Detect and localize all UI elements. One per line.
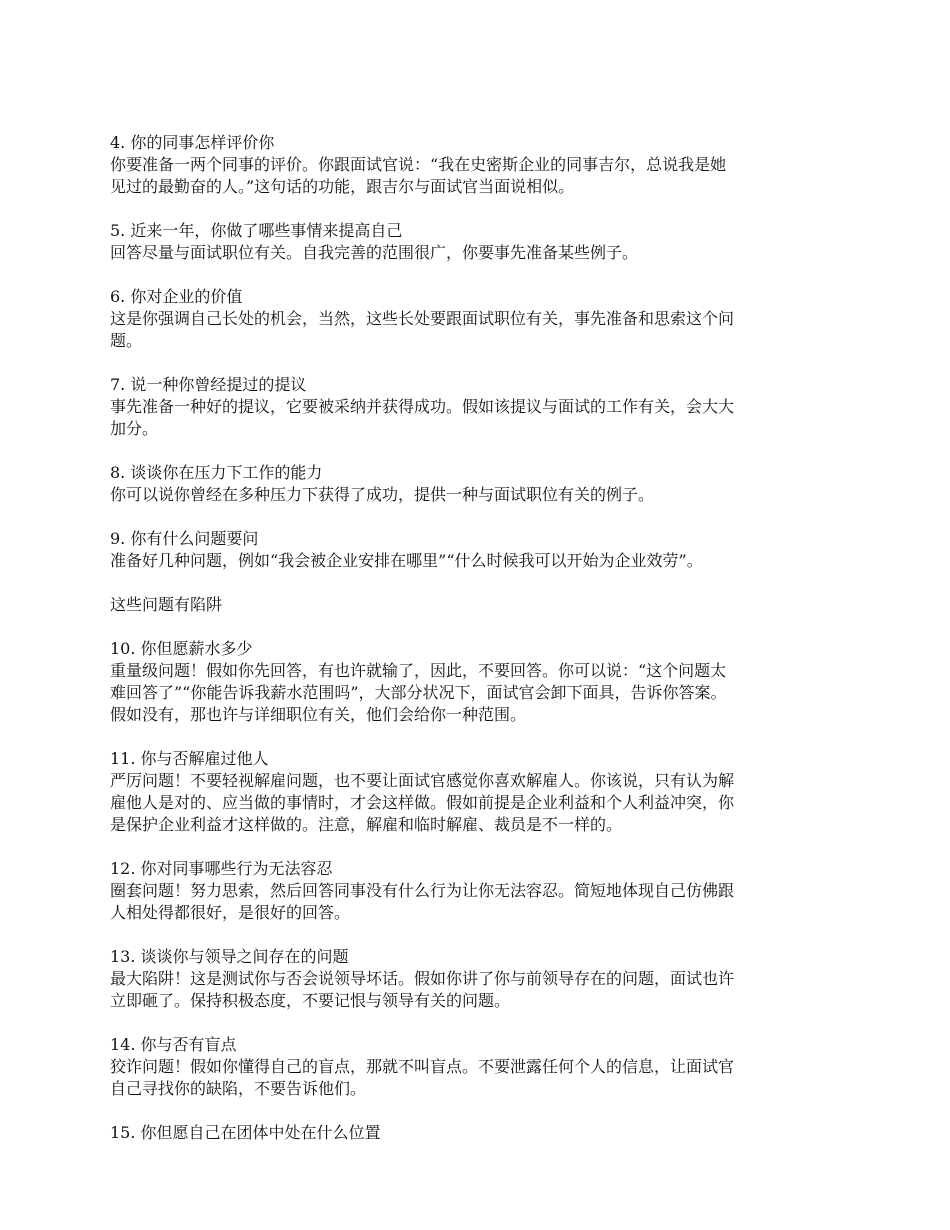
question-title: 7. 说一种你曾经提过的提议 <box>110 375 307 394</box>
trap-questions-heading: 这些问题有陷阱 <box>110 595 223 614</box>
answer-line: 狡诈问题！假如你懂得自己的盲点，那就不叫盲点。不要泄露任何个人的信息，让面试官 <box>110 1057 735 1076</box>
question-title: 14. 你与否有盲点 <box>110 1035 237 1054</box>
answer-line: 自己寻找你的缺陷，不要告诉他们。 <box>110 1079 367 1098</box>
question-section-7 <box>110 374 855 440</box>
question-title: 11. 你与否解雇过他人 <box>110 749 269 768</box>
answer-line: 这是你强调自己长处的机会，当然，这些长处要跟面试职位有关，事先准备和思索这个问 <box>110 309 735 328</box>
answer-line: 你要准备一两个同事的评价。你跟面试官说：“我在史密斯企业的同事吉尔，总说我是她 <box>110 155 727 174</box>
question-title: 5. 近来一年，你做了哪些事情来提高自己 <box>110 221 403 240</box>
answer-line: 人相处得都很好，是很好的回答。 <box>110 903 351 922</box>
question-title: 12. 你对同事哪些行为无法容忍 <box>110 859 333 878</box>
answer-line: 是保护企业利益才这样做的。注意，解雇和临时解雇、裁员是不一样的。 <box>110 815 623 834</box>
answer-line: 圈套问题！努力思索，然后回答同事没有什么行为让你无法容忍。简短地体现自己仿佛跟 <box>110 881 735 900</box>
answer-line: 假如没有，那也许与详细职位有关，他们会给你一种范围。 <box>110 705 527 724</box>
question-title: 13. 谈谈你与领导之间存在的问题 <box>110 947 349 966</box>
question-title: 10. 你但愿薪水多少 <box>110 639 253 658</box>
question-title: 8. 谈谈你在压力下工作的能力 <box>110 463 323 482</box>
question-section-9 <box>110 528 855 572</box>
question-section-11 <box>110 748 855 836</box>
question-section-4 <box>110 132 855 198</box>
answer-line: 事先准备一种好的提议，它要被采纳并获得成功。假如该提议与面试的工作有关，会大大 <box>110 397 735 416</box>
answer-line: 雇他人是对的、应当做的事情时，才会这样做。假如前提是企业利益和个人利益冲突，你 <box>110 793 735 812</box>
question-section-6 <box>110 286 855 352</box>
answer-line: 最大陷阱！这是测试你与否会说领导坏话。假如你讲了你与前领导存在的问题，面试也许 <box>110 969 735 988</box>
question-section-14 <box>110 1034 855 1100</box>
answer-line: 严厉问题！不要轻视解雇问题，也不要让面试官感觉你喜欢解雇人。你该说，只有认为解 <box>110 771 735 790</box>
answer-line: 题。 <box>110 331 143 350</box>
question-section-12 <box>110 858 855 924</box>
question-title: 6. 你对企业的价值 <box>110 287 243 306</box>
question-section-13 <box>110 946 855 1012</box>
question-section-8 <box>110 462 855 506</box>
answer-line: 重量级问题！假如你先回答，有也许就输了，因此，不要回答。你可以说：“这个问题太 <box>110 661 727 680</box>
answer-line: 回答尽量与面试职位有关。自我完善的范围很广，你要事先准备某些例子。 <box>110 243 639 262</box>
answer-line: 立即砸了。保持积极态度，不要记恨与领导有关的问题。 <box>110 991 511 1010</box>
question-title: 4. 你的同事怎样评价你 <box>110 133 275 152</box>
answer-line: 见过的最勤奋的人。”这句话的功能，跟吉尔与面试官当面说相似。 <box>110 177 575 196</box>
question-section-5 <box>110 220 855 264</box>
answer-line: 加分。 <box>110 419 159 438</box>
document-page <box>110 132 855 1144</box>
question-title: 15. 你但愿自己在团体中处在什么位置 <box>110 1123 381 1142</box>
answer-line: 你可以说你曾经在多种压力下获得了成功，提供一种与面试职位有关的例子。 <box>110 485 655 504</box>
question-title: 9. 你有什么问题要问 <box>110 529 259 548</box>
question-section-15 <box>110 1122 855 1144</box>
answer-line: 难回答了”“你能告诉我薪水范围吗”，大部分状况下，面试官会卸下面具，告诉你答案。 <box>110 683 727 702</box>
question-section-10 <box>110 638 855 726</box>
answer-line: 准备好几种问题，例如“我会被企业安排在哪里”“什么时候我可以开始为企业效劳”。 <box>110 551 703 570</box>
